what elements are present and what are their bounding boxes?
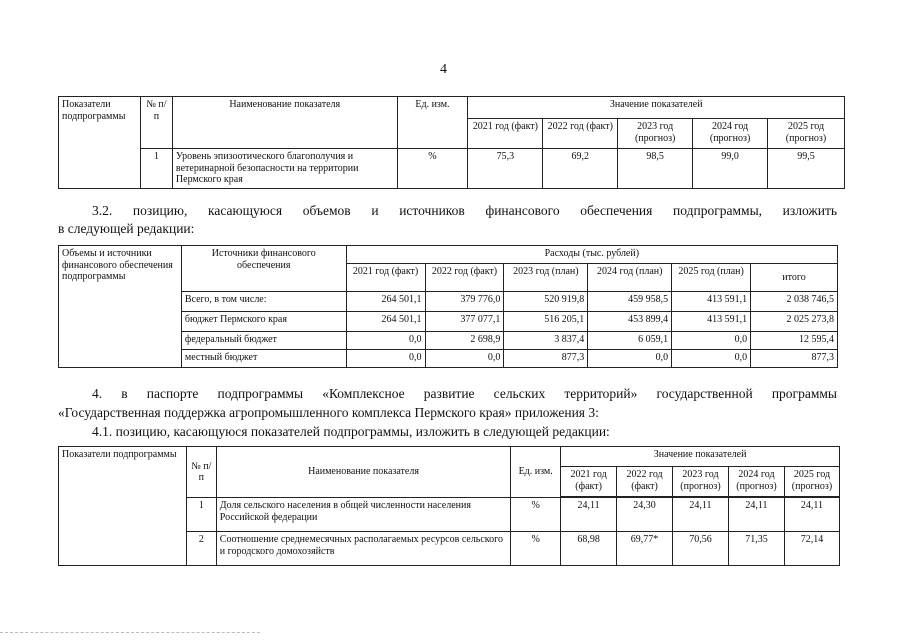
number-header: № п/п [140, 97, 172, 149]
value-cell: 24,11 [561, 498, 617, 532]
value-cell: 453 899,4 [588, 312, 672, 332]
row-number: 1 [140, 149, 172, 189]
value-cell: 72,14 [784, 532, 839, 566]
unit-header: Ед. изм. [511, 447, 561, 498]
year-header: 2024 год (прогноз) [693, 119, 768, 149]
year-header: 2025 год (прогноз) [784, 467, 839, 497]
subprogram-header: Показатели подпрограммы [59, 447, 187, 566]
indicator-name-header: Наименование показателя [216, 447, 510, 498]
value-cell: 877,3 [504, 350, 588, 368]
unit-cell: % [511, 532, 561, 566]
total-header: итого [751, 264, 838, 292]
value-cell: 70,56 [673, 532, 729, 566]
year-header: 2022 год (факт) [543, 119, 618, 149]
value-cell: 99,0 [693, 149, 768, 189]
financing-table [58, 245, 838, 368]
source-label: местный бюджет [181, 350, 346, 368]
value-cell: 0,0 [588, 350, 672, 368]
year-header: 2023 год (прогноз) [618, 119, 693, 149]
year-header: 2025 год (прогноз) [768, 119, 845, 149]
value-cell: 520 919,8 [504, 292, 588, 312]
values-header: Значение показателей [468, 97, 845, 119]
value-cell: 516 205,1 [504, 312, 588, 332]
value-cell: 6 059,1 [588, 332, 672, 350]
value-cell: 413 591,1 [672, 312, 751, 332]
value-cell: 98,5 [618, 149, 693, 189]
indicator-name-header: Наименование показателя [172, 97, 397, 149]
year-header: 2024 год (план) [588, 264, 672, 292]
expenses-header: Расходы (тыс. рублей) [346, 246, 837, 264]
paragraph-4-line2: «Государственная поддержка агропромышленного комплекса Пермского края» приложения 3: [58, 405, 599, 420]
total-cell: 877,3 [751, 350, 838, 368]
paragraph-3-2-line2: в следующей редакции: [58, 221, 195, 236]
value-cell: 3 837,4 [504, 332, 588, 350]
year-header: 2023 год (план) [504, 264, 588, 292]
indicator-name: Уровень эпизоотического благополучия и ветеринарной безопасности на территории Пермского края [172, 149, 397, 189]
value-cell: 413 591,1 [672, 292, 751, 312]
value-cell: 24,11 [673, 498, 729, 532]
source-label: Всего, в том числе: [181, 292, 346, 312]
value-cell: 264 501,1 [346, 292, 425, 312]
sources-header: Источники финансового обеспечения [181, 246, 346, 292]
total-cell: 2 038 746,5 [751, 292, 838, 312]
indicators-table-2 [58, 446, 840, 566]
source-label: федеральный бюджет [181, 332, 346, 350]
unit-header: Ед. изм. [397, 97, 468, 149]
financing-header: Объемы и источники финансового обеспечения подпрограммы [59, 246, 182, 368]
value-cell: 68,98 [561, 532, 617, 566]
year-header: 2024 год (прогноз) [728, 467, 784, 497]
value-cell: 71,35 [728, 532, 784, 566]
total-cell: 12 595,4 [751, 332, 838, 350]
value-cell: 69,2 [543, 149, 618, 189]
value-cell: 24,11 [728, 498, 784, 532]
value-cell: 264 501,1 [346, 312, 425, 332]
value-cell: 0,0 [346, 350, 425, 368]
value-cell: 99,5 [768, 149, 845, 189]
year-header: 2021 год (факт) [561, 467, 617, 497]
value-cell: 69,77* [617, 532, 673, 566]
value-cell: 379 776,0 [425, 292, 504, 312]
unit-cell: % [511, 498, 561, 532]
values-header: Значение показателей [561, 447, 840, 467]
total-cell: 2 025 273,8 [751, 312, 838, 332]
year-header: 2022 год (факт) [425, 264, 504, 292]
unit-cell: % [397, 149, 468, 189]
year-header: 2022 год (факт) [617, 467, 673, 497]
table-row [59, 149, 845, 189]
year-header: 2025 год (план) [672, 264, 751, 292]
value-cell: 24,30 [617, 498, 673, 532]
value-cell: 24,11 [784, 498, 839, 532]
row-number: 1 [186, 498, 216, 532]
year-header: 2021 год (факт) [468, 119, 543, 149]
value-cell: 75,3 [468, 149, 543, 189]
paragraph-4-line1: 4. в паспорте подпрограммы «Комплексное развитие сельских территорий» государственной программы [92, 386, 837, 401]
source-label: бюджет Пермского края [181, 312, 346, 332]
page-number: 4 [440, 62, 447, 77]
row-number: 2 [186, 532, 216, 566]
value-cell: 0,0 [425, 350, 504, 368]
paragraph-3-2-line1: 3.2. позицию, касающуюся объемов и источников финансового обеспечения подпрограммы, изложить [92, 203, 837, 218]
scan-artifact-line [0, 632, 260, 633]
year-header: 2021 год (факт) [346, 264, 425, 292]
value-cell: 0,0 [346, 332, 425, 350]
year-header: 2023 год (прогноз) [673, 467, 729, 497]
value-cell: 459 958,5 [588, 292, 672, 312]
indicators-table-1 [58, 96, 845, 189]
paragraph-4-1: 4.1. позицию, касающуюся показателей подпрограммы, изложить в следующей редакции: [92, 424, 610, 439]
indicator-name: Доля сельского населения в общей численности населения Российской федерации [216, 498, 510, 532]
value-cell: 0,0 [672, 350, 751, 368]
value-cell: 377 077,1 [425, 312, 504, 332]
value-cell: 0,0 [672, 332, 751, 350]
indicator-name: Соотношение среднемесячных располагаемых ресурсов сельского и городского домохозяйств [216, 532, 510, 566]
subprogram-header: Показатели подпрограммы [59, 97, 141, 189]
number-header: № п/п [186, 447, 216, 498]
value-cell: 2 698,9 [425, 332, 504, 350]
